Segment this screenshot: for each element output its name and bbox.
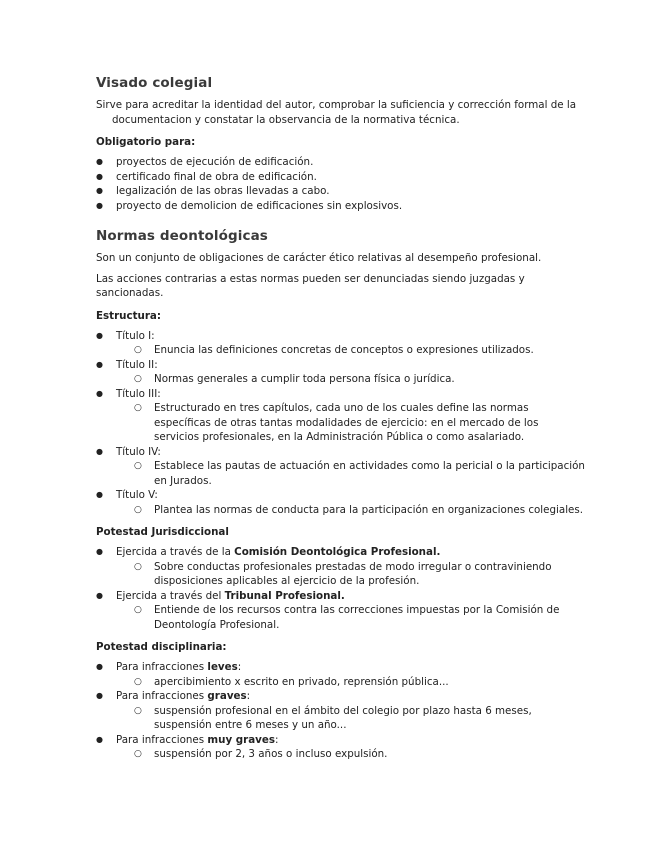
estructura-label: Estructura:	[96, 309, 161, 322]
item-prefix: Para infracciones	[116, 690, 208, 702]
visado-title: Visado colegial	[96, 75, 213, 91]
list-item	[96, 488, 585, 517]
list-item: ● certificado final de obra de edificación.	[96, 170, 585, 185]
item-bold: graves	[207, 690, 247, 702]
titulo-name: Título I:	[116, 329, 155, 342]
list-item	[96, 689, 585, 733]
obligatorio-label: Obligatorio para:	[96, 136, 196, 148]
list-item	[96, 387, 585, 445]
list-item	[96, 545, 585, 589]
sub-list-item: ○ Entiende de los recursos contra las correcciones impuestas por la Comisión de Deontología Profesional.	[116, 603, 585, 632]
item-bold: muy graves	[207, 733, 276, 746]
normas-paragraph-2: Las acciones contrarias a estas normas pueden ser denunciadas siendo juzgadas y sancionadas.	[96, 272, 525, 299]
disciplinaria-label: Potestad disciplinaria:	[96, 641, 227, 653]
sub-list-item: ○ Enuncia las definiciones concretas de conceptos o expresiones utilizados.	[116, 343, 585, 358]
sub-list-item: ○ Estructurado en tres capítulos, cada uno de los cuales define las normas específicas de otras tantas modalidades de ejercicio: en el mercado de los servicios profesionales, en la Administración Pública o como asalariado.	[116, 401, 585, 445]
list-item	[96, 358, 585, 387]
item-suffix: :	[237, 661, 242, 673]
item-suffix: :	[246, 690, 251, 702]
normas-title: Normas deontológicas	[96, 228, 268, 244]
sub-list-item: ○ Sobre conductas profesionales prestadas de modo irregular o contraviniendo disposiciones aplicables al ejercicio de la profesión.	[116, 560, 585, 589]
titulo-name: Título II:	[116, 358, 158, 371]
item-prefix: Para infracciones	[116, 733, 208, 746]
item-suffix: :	[275, 733, 279, 746]
item-bold: Comisión Deontológica Profesional.	[234, 546, 441, 558]
disciplinaria-list	[96, 660, 585, 762]
list-item	[96, 660, 585, 689]
list-item	[96, 329, 585, 358]
list-item	[96, 589, 585, 633]
list-item: ● proyecto de demolicion de edificaciones sin explosivos.	[96, 199, 585, 214]
sub-list-item: ○ apercibimiento x escrito en privado, reprensión pública...	[116, 675, 585, 690]
sub-list-item: ○ suspensión profesional en el ámbito del colegio por plazo hasta 6 meses, suspensión entre 6 meses y un año...	[116, 704, 585, 733]
titulo-name: Título V:	[116, 489, 158, 501]
list-item: ● proyectos de ejecución de edificación.	[96, 155, 585, 170]
sub-list-item: ○ Normas generales a cumplir toda persona física o jurídica.	[116, 372, 585, 387]
list-item: ● legalización de las obras llevadas a cabo.	[96, 184, 585, 199]
obligatorio-list	[96, 155, 585, 213]
item-bold: Tribunal Profesional.	[224, 589, 345, 602]
titulo-name: Título IV:	[116, 445, 161, 458]
sub-list-item: ○ Establece las pautas de actuación en actividades como la pericial o la participación en Jurados.	[116, 459, 585, 488]
item-prefix: Para infracciones	[116, 661, 208, 673]
titulo-name: Título III:	[116, 387, 161, 400]
item-prefix: Ejercida a través de la	[116, 546, 235, 558]
normas-paragraph-1: Son un conjunto de obligaciones de carácter ético relativas al desempeño profesional.	[96, 252, 542, 264]
sub-list-item: ○ suspensión por 2, 3 años o incluso expulsión.	[116, 747, 585, 762]
visado-description: Sirve para acreditar la identidad del autor, comprobar la suficiencia y corrección formal de la documentacion y constatar la observancia de la normativa técnica.	[96, 99, 577, 126]
list-item	[96, 733, 585, 762]
jurisdiccional-list	[96, 545, 585, 632]
jurisdiccional-label: Potestad Jurisdiccional	[96, 526, 229, 538]
item-prefix: Ejercida a través del	[116, 589, 225, 602]
list-item	[96, 445, 585, 489]
estructura-list	[96, 329, 585, 518]
item-bold: leves	[207, 661, 238, 673]
sub-list-item: ○ Plantea las normas de conducta para la participación en organizaciones colegiales.	[116, 503, 585, 518]
